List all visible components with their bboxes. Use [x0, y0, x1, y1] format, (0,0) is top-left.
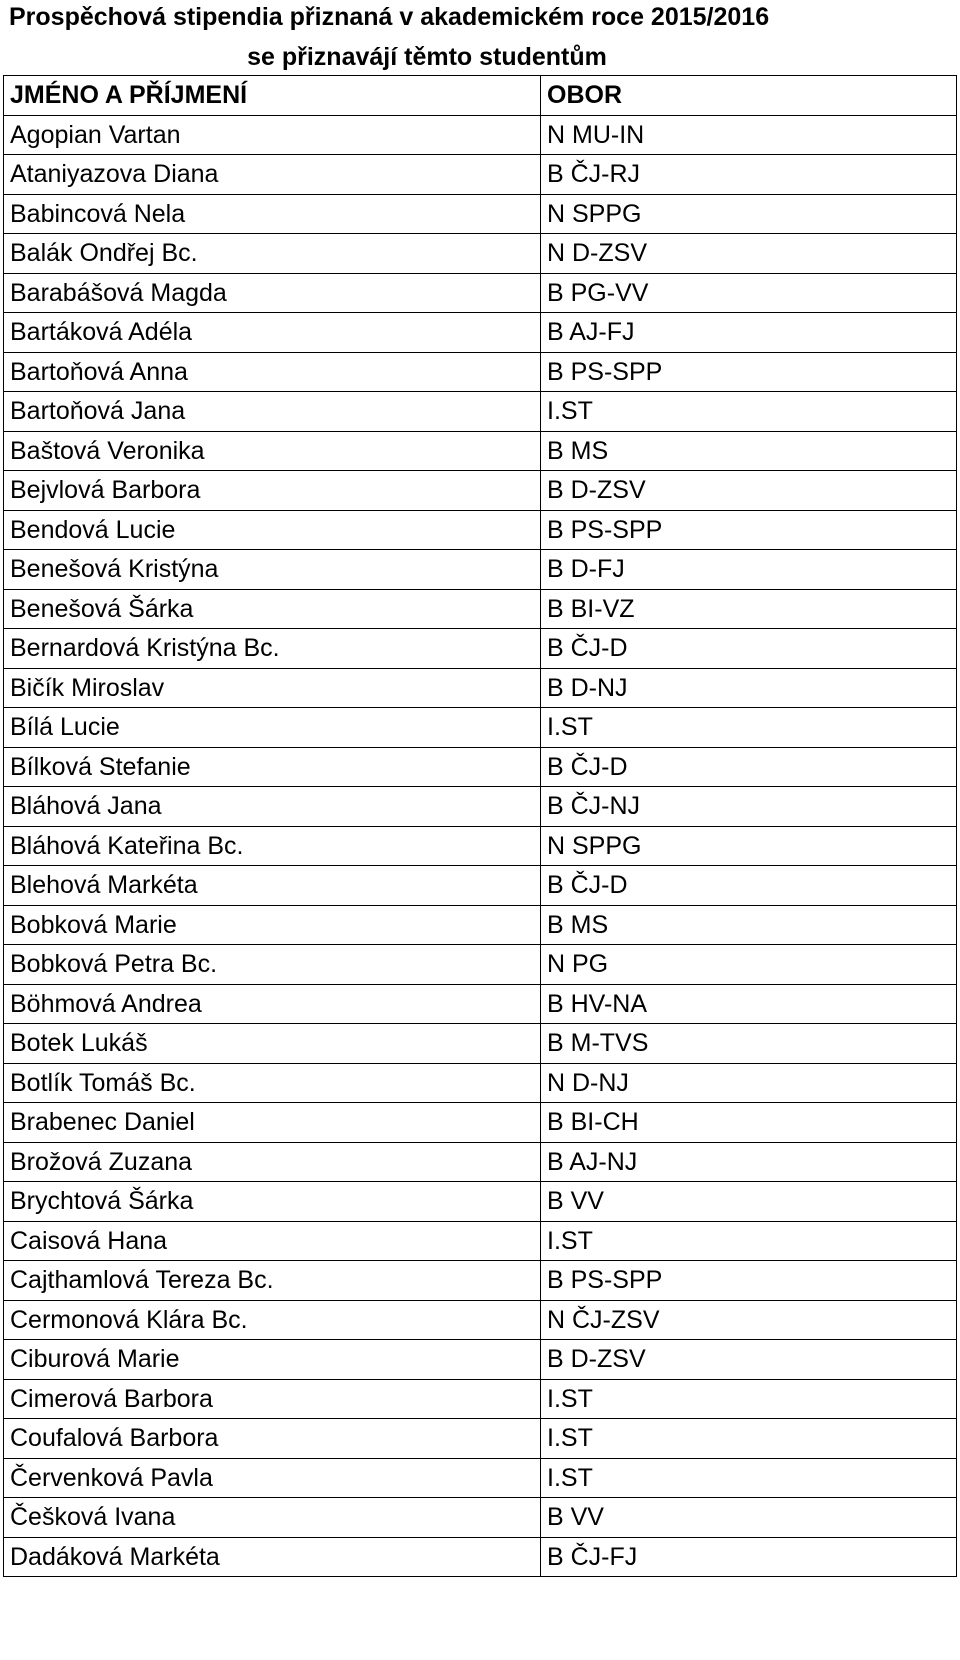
table-row [4, 392, 957, 432]
study-field-cell: B BI-VZ [541, 589, 957, 629]
table-row [4, 194, 957, 234]
study-field-cell: N SPPG [541, 194, 957, 234]
table-row [4, 1300, 957, 1340]
study-field-cell: B HV-NA [541, 984, 957, 1024]
student-name-cell: Ataniyazova Diana [4, 155, 541, 195]
study-field-cell: B ČJ-D [541, 629, 957, 669]
study-field-cell: I.ST [541, 708, 957, 748]
study-field-cell: N SPPG [541, 826, 957, 866]
student-name-cell: Bobková Petra Bc. [4, 945, 541, 985]
study-field-cell: B ČJ-FJ [541, 1537, 957, 1577]
column-header-name: JMÉNO A PŘÍJMENÍ [4, 76, 541, 116]
study-field-cell: I.ST [541, 1379, 957, 1419]
student-name-cell: Ciburová Marie [4, 1340, 541, 1380]
student-name-cell: Botlík Tomáš Bc. [4, 1063, 541, 1103]
study-field-cell: B ČJ-NJ [541, 787, 957, 827]
table-row [4, 234, 957, 274]
student-name-cell: Bartoňová Jana [4, 392, 541, 432]
study-field-cell: B ČJ-D [541, 866, 957, 906]
student-name-cell: Bendová Lucie [4, 510, 541, 550]
study-field-cell: B ČJ-RJ [541, 155, 957, 195]
study-field-cell: B BI-CH [541, 1103, 957, 1143]
student-name-cell: Červenková Pavla [4, 1458, 541, 1498]
table-row [4, 1261, 957, 1301]
student-name-cell: Cajthamlová Tereza Bc. [4, 1261, 541, 1301]
table-row [4, 273, 957, 313]
student-name-cell: Cimerová Barbora [4, 1379, 541, 1419]
table-row [4, 1221, 957, 1261]
student-name-cell: Barabášová Magda [4, 273, 541, 313]
table-row [4, 589, 957, 629]
table-row [4, 1182, 957, 1222]
table-row [4, 471, 957, 511]
student-name-cell: Baštová Veronika [4, 431, 541, 471]
table-row [4, 155, 957, 195]
student-name-cell: Dadáková Markéta [4, 1537, 541, 1577]
study-field-cell: N D-NJ [541, 1063, 957, 1103]
student-name-cell: Blehová Markéta [4, 866, 541, 906]
study-field-cell: B MS [541, 905, 957, 945]
table-row [4, 1419, 957, 1459]
study-field-cell: B PS-SPP [541, 1261, 957, 1301]
scholarship-table [3, 75, 957, 1577]
table-row [4, 747, 957, 787]
table-row [4, 1142, 957, 1182]
study-field-cell: I.ST [541, 1221, 957, 1261]
table-row [4, 1537, 957, 1577]
student-name-cell: Bartáková Adéla [4, 313, 541, 353]
table-row [4, 1063, 957, 1103]
student-name-cell: Benešová Kristýna [4, 550, 541, 590]
student-name-cell: Benešová Šárka [4, 589, 541, 629]
table-row [4, 510, 957, 550]
table-row [4, 352, 957, 392]
student-name-cell: Bláhová Jana [4, 787, 541, 827]
document-title: Prospěchová stipendia přiznaná v akademickém roce 2015/2016 [9, 3, 770, 31]
study-field-cell: N ČJ-ZSV [541, 1300, 957, 1340]
study-field-cell: B M-TVS [541, 1024, 957, 1064]
student-name-cell: Babincová Nela [4, 194, 541, 234]
table-row [4, 708, 957, 748]
student-name-cell: Bílková Stefanie [4, 747, 541, 787]
study-field-cell: B D-ZSV [541, 1340, 957, 1380]
student-name-cell: Bláhová Kateřina Bc. [4, 826, 541, 866]
table-body [4, 115, 957, 1577]
student-name-cell: Agopian Vartan [4, 115, 541, 155]
student-name-cell: Bartoňová Anna [4, 352, 541, 392]
table-row [4, 984, 957, 1024]
student-name-cell: Brožová Zuzana [4, 1142, 541, 1182]
study-field-cell: B AJ-FJ [541, 313, 957, 353]
study-field-cell: I.ST [541, 392, 957, 432]
table-row [4, 866, 957, 906]
study-field-cell: N MU-IN [541, 115, 957, 155]
table-row [4, 313, 957, 353]
student-name-cell: Bernardová Kristýna Bc. [4, 629, 541, 669]
study-field-cell: B PS-SPP [541, 510, 957, 550]
study-field-cell: N D-ZSV [541, 234, 957, 274]
study-field-cell: I.ST [541, 1458, 957, 1498]
study-field-cell: B PG-VV [541, 273, 957, 313]
study-field-cell: B MS [541, 431, 957, 471]
student-name-cell: Bobková Marie [4, 905, 541, 945]
study-field-cell: B D-FJ [541, 550, 957, 590]
table-row [4, 1103, 957, 1143]
student-name-cell: Bejvlová Barbora [4, 471, 541, 511]
table-row [4, 787, 957, 827]
table-row [4, 550, 957, 590]
table-row [4, 945, 957, 985]
student-name-cell: Bílá Lucie [4, 708, 541, 748]
table-row [4, 826, 957, 866]
student-name-cell: Brychtová Šárka [4, 1182, 541, 1222]
student-name-cell: Balák Ondřej Bc. [4, 234, 541, 274]
student-name-cell: Botek Lukáš [4, 1024, 541, 1064]
table-header-row [4, 76, 957, 116]
student-name-cell: Bičík Miroslav [4, 668, 541, 708]
table-row [4, 431, 957, 471]
study-field-cell: N PG [541, 945, 957, 985]
student-name-cell: Caisová Hana [4, 1221, 541, 1261]
study-field-cell: B VV [541, 1498, 957, 1538]
table-row [4, 1379, 957, 1419]
table-row [4, 1458, 957, 1498]
student-name-cell: Cermonová Klára Bc. [4, 1300, 541, 1340]
study-field-cell: B ČJ-D [541, 747, 957, 787]
student-name-cell: Češková Ivana [4, 1498, 541, 1538]
student-name-cell: Böhmová Andrea [4, 984, 541, 1024]
table-row [4, 1498, 957, 1538]
study-field-cell: B D-ZSV [541, 471, 957, 511]
study-field-cell: B D-NJ [541, 668, 957, 708]
study-field-cell: I.ST [541, 1419, 957, 1459]
study-field-cell: B AJ-NJ [541, 1142, 957, 1182]
table-row [4, 1340, 957, 1380]
column-header-field: OBOR [541, 76, 957, 116]
study-field-cell: B VV [541, 1182, 957, 1222]
student-name-cell: Coufalová Barbora [4, 1419, 541, 1459]
table-row [4, 668, 957, 708]
table-row [4, 115, 957, 155]
table-row [4, 905, 957, 945]
table-row [4, 629, 957, 669]
student-name-cell: Brabenec Daniel [4, 1103, 541, 1143]
study-field-cell: B PS-SPP [541, 352, 957, 392]
table-row [4, 1024, 957, 1064]
document-subtitle: se přiznavájí těmto studentům [247, 43, 607, 71]
